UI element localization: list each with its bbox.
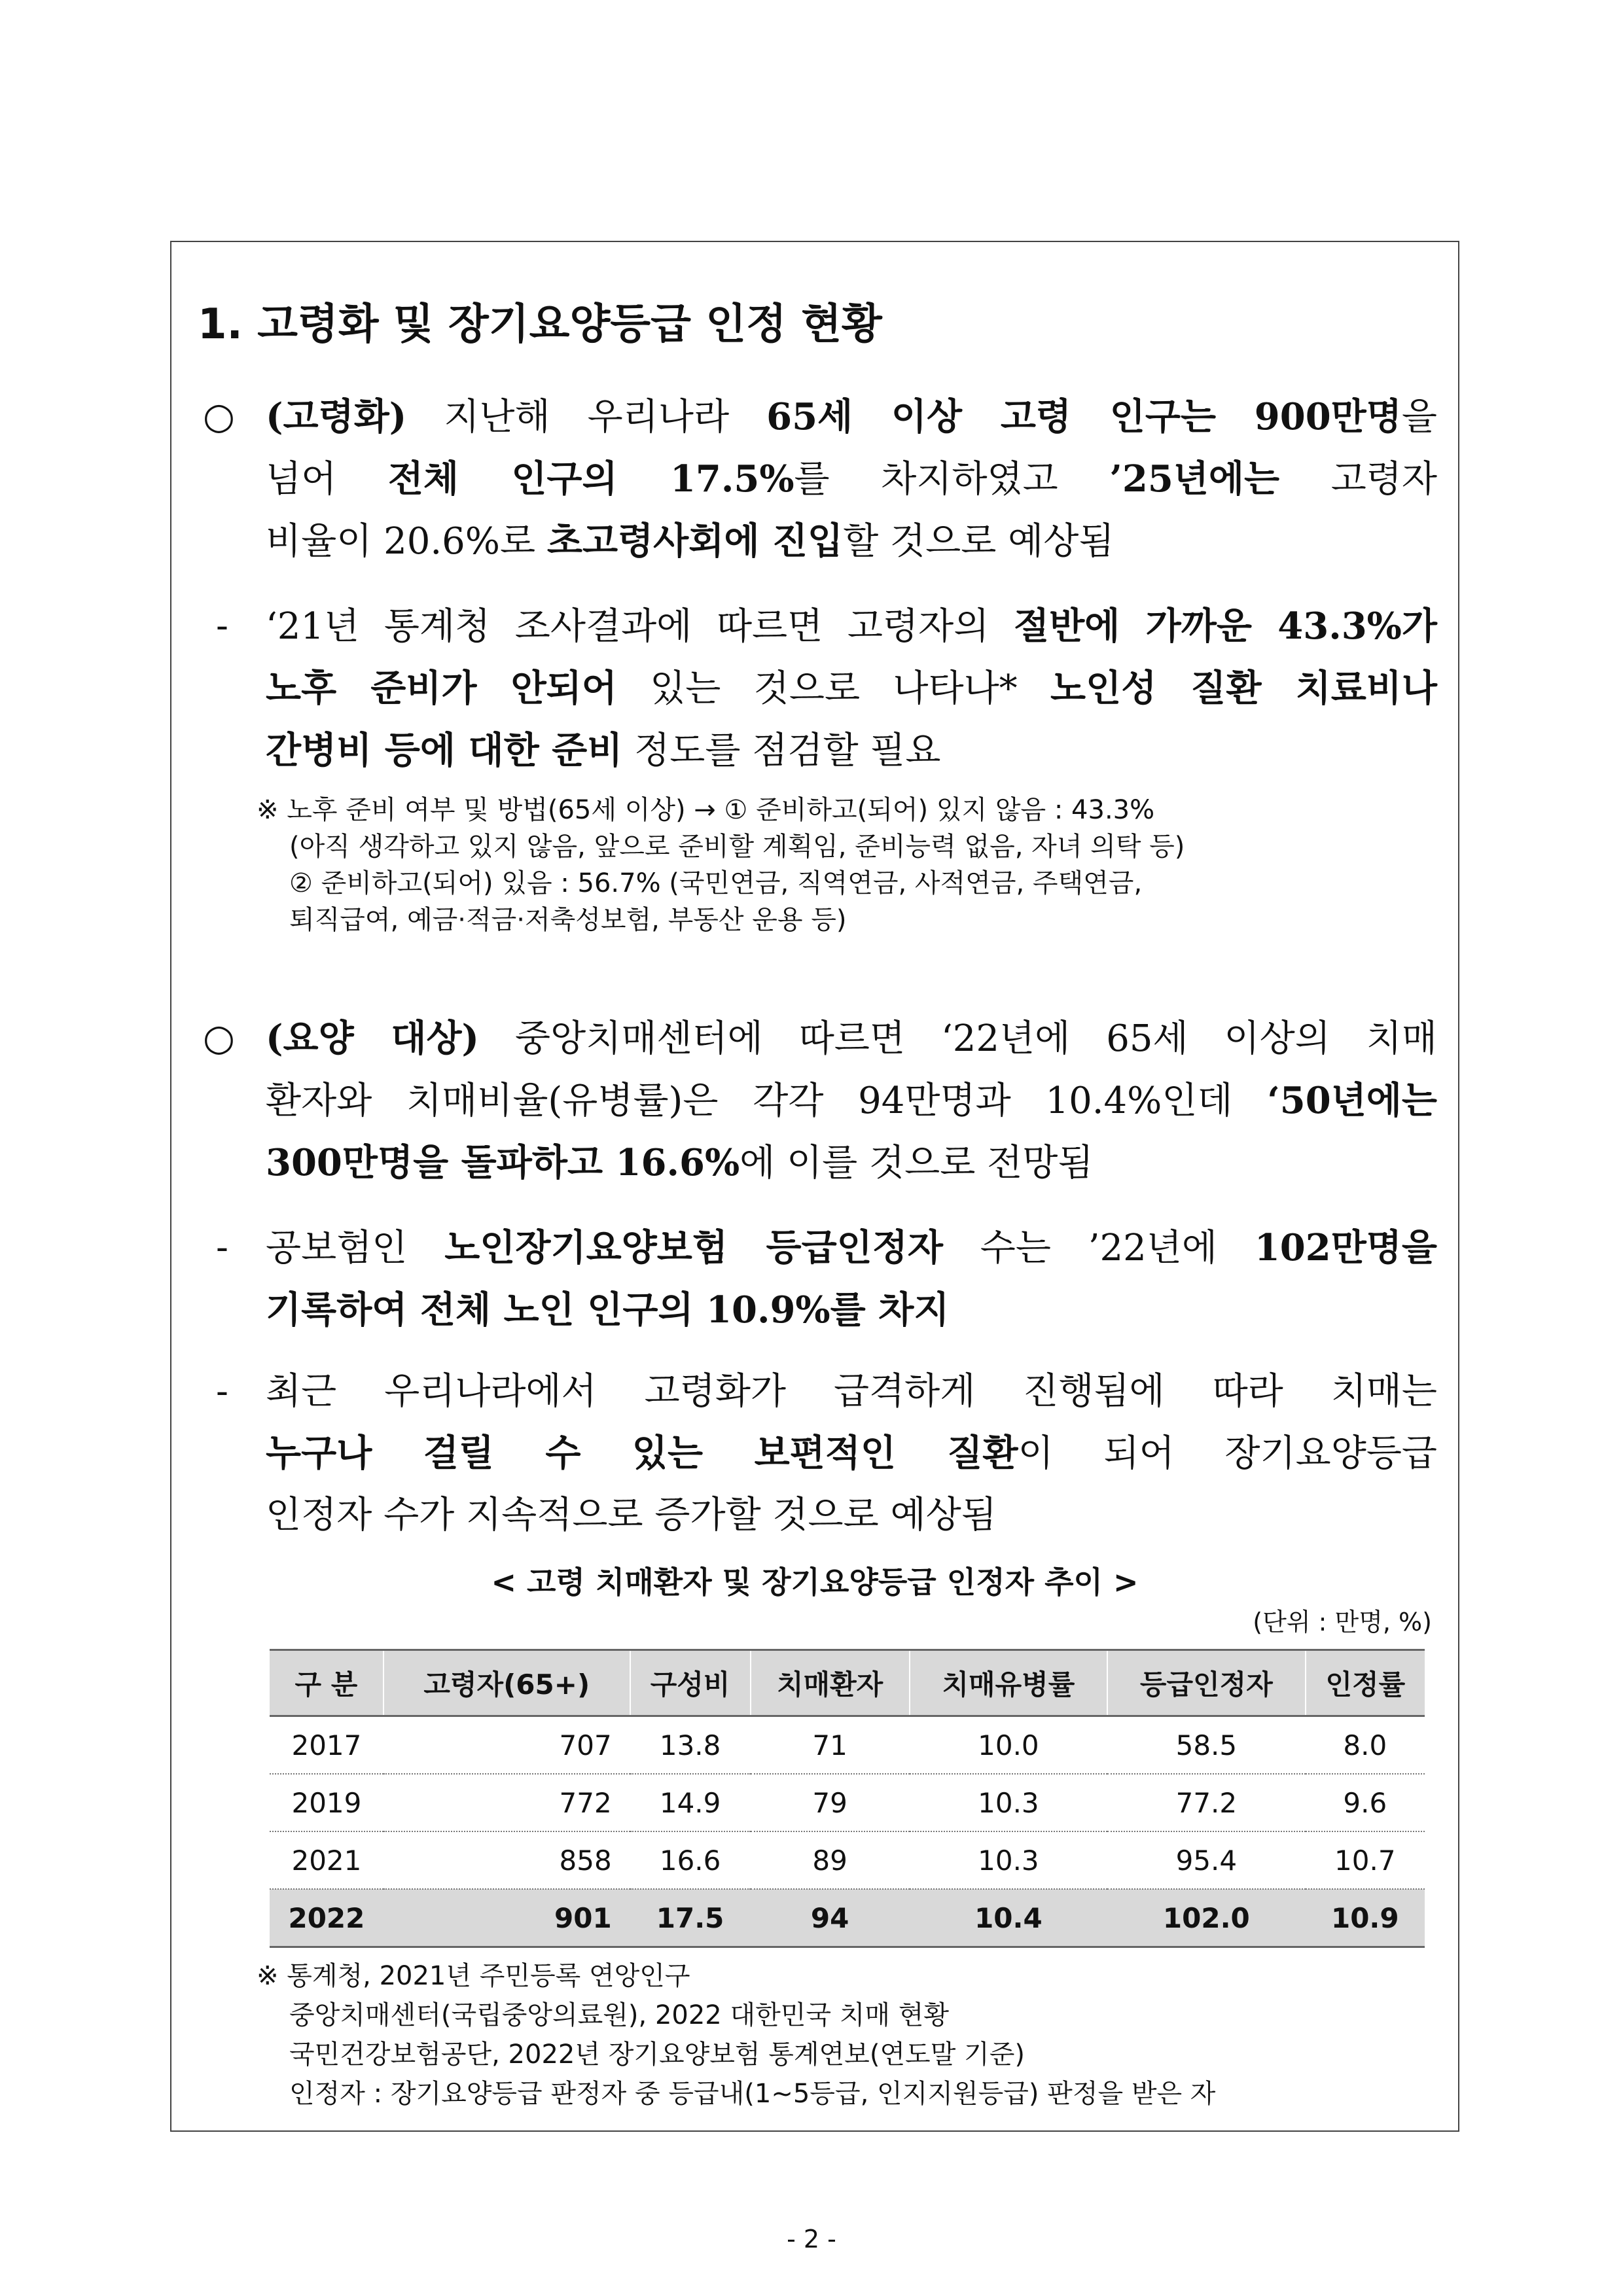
- body-text: 최근 우리나라에서 고령화가 급격하게 진행됨에 따라 치매는: [266, 1370, 1437, 1413]
- paragraph-preparation-text: [266, 595, 1437, 782]
- section-title: 1. 고령화 및 장기요양등급 인정 현황: [198, 300, 882, 349]
- body-text: 공보험인: [266, 1227, 445, 1269]
- table-unit: (단위 : 만명, %): [1253, 1608, 1432, 1636]
- paragraph-line: [266, 1132, 1437, 1194]
- emphasis-text: 전체 인구의 17.5%: [387, 457, 794, 501]
- body-text: 를 차지하였고: [794, 458, 1110, 501]
- emphasis-text: 초고령사회에 진입: [546, 520, 844, 563]
- table-cell: 10.9: [1306, 1889, 1425, 1947]
- paragraph-aging-text: [266, 386, 1437, 573]
- emphasis-text: 누구나 걸릴 수 있는 보편적인 질환: [266, 1432, 1018, 1475]
- table-cell: 858: [383, 1831, 630, 1889]
- paragraph-line: [266, 386, 1437, 448]
- table-cell: 772: [383, 1774, 630, 1831]
- paragraph-care-target-text: [266, 1008, 1437, 1194]
- emphasis-text: 절반에 가까운 43.3%가: [1013, 605, 1437, 648]
- table-header-row: [270, 1650, 1425, 1716]
- bullet-dash: -: [216, 605, 228, 647]
- paragraph-dementia-text: [266, 1361, 1437, 1546]
- source-line: ※ 통계청, 2021년 주민등록 연앙인구: [257, 1961, 690, 1991]
- paragraph-line: [266, 448, 1437, 510]
- bullet-dash: -: [216, 1370, 228, 1413]
- emphasis-text: 노인장기요양보험 등급인정자: [444, 1226, 943, 1269]
- paragraph-line: [266, 1485, 1437, 1546]
- table-cell: 14.9: [630, 1774, 751, 1831]
- body-text: 비율이 20.6%로: [266, 520, 547, 563]
- table-cell: 901: [383, 1889, 630, 1947]
- table-cell: 13.8: [630, 1716, 751, 1775]
- table-cell: 94: [751, 1889, 910, 1947]
- emphasis-text: 65세 이상 고령 인구는 900만명: [766, 395, 1402, 438]
- body-text: 을: [1401, 396, 1437, 438]
- emphasis-text: ’25년에는: [1109, 457, 1280, 501]
- body-text: 정도를 점검할 필요: [622, 730, 941, 772]
- bullet-dash: -: [216, 1226, 228, 1269]
- table-cell: 10.0: [910, 1716, 1107, 1775]
- table-cell: 2017: [270, 1716, 383, 1775]
- emphasis-text: 간병비 등에 대한 준비: [266, 729, 623, 772]
- table-cell: 58.5: [1107, 1716, 1305, 1775]
- table-cell: 2019: [270, 1774, 383, 1831]
- table-cell: 8.0: [1306, 1716, 1425, 1775]
- note-line: (아직 생각하고 있지 않음, 앞으로 준비할 계획임, 준비능력 없음, 자녀 의탁 등): [289, 832, 1185, 862]
- paragraph-line: [266, 1361, 1437, 1422]
- body-text: 인정자 수가 지속적으로 증가할 것으로 예상됨: [266, 1494, 997, 1536]
- table-cell: 9.6: [1306, 1774, 1425, 1831]
- table-header: 치매환자: [751, 1650, 910, 1716]
- table-cell: 2022: [270, 1889, 383, 1947]
- emphasis-text: (요양 대상): [266, 1017, 480, 1060]
- emphasis-text: 기록하여 전체 노인 인구의 10.9%를 차지: [266, 1288, 950, 1332]
- table-row: [270, 1774, 1425, 1831]
- source-line: 중앙치매센터(국립중앙의료원), 2022 대한민국 치매 현황: [289, 2000, 950, 2030]
- table-header: 인정률: [1306, 1650, 1425, 1716]
- table-cell: 77.2: [1107, 1774, 1305, 1831]
- table-cell: 707: [383, 1716, 630, 1775]
- note-line: ② 준비하고(되어) 있음 : 56.7% (국민연금, 직역연금, 사적연금, 주택연금,: [289, 868, 1143, 898]
- body-text: 고령자: [1279, 458, 1438, 501]
- paragraph-line: [266, 1422, 1437, 1485]
- table-cell: 16.6: [630, 1831, 751, 1889]
- body-text: 넘어: [266, 458, 388, 501]
- body-text: 이 되어 장기요양등급: [1018, 1432, 1438, 1475]
- table-cell: 95.4: [1107, 1831, 1305, 1889]
- body-text: ‘21년 통계청 조사결과에 따르면 고령자의: [266, 605, 1014, 648]
- paragraph-line: [266, 1008, 1437, 1070]
- emphasis-text: ‘50년에는: [1267, 1079, 1437, 1122]
- statistics-table: [270, 1649, 1425, 1948]
- table-cell: 2021: [270, 1831, 383, 1889]
- emphasis-text: 노인성 질환 치료비나: [1050, 667, 1437, 710]
- paragraph-line: [266, 720, 1437, 782]
- content-box: [170, 241, 1459, 2132]
- table-header: 구 분: [270, 1650, 383, 1716]
- table-caption: < 고령 치매환자 및 장기요양등급 인정자 추이 >: [491, 1564, 1139, 1600]
- table-cell: 102.0: [1107, 1889, 1305, 1947]
- page-number: - 2 -: [787, 2225, 836, 2253]
- table-header: 구성비: [630, 1650, 751, 1716]
- body-text: 있는 것으로 나타나*: [616, 667, 1051, 710]
- paragraph-line: [266, 1217, 1437, 1279]
- note-line: 퇴직급여, 예금·적금·저축성보험, 부동산 운용 등): [289, 905, 847, 935]
- table-header: 고령자(65+): [383, 1650, 630, 1716]
- paragraph-line: [266, 595, 1437, 658]
- paragraph-line: [266, 1279, 1437, 1341]
- body-text: 지난해 우리나라: [406, 396, 767, 438]
- body-text: 수는 ’22년에: [942, 1227, 1255, 1269]
- body-text: 환자와 치매비율(유병률)은 각각 94만명과 10.4%인데: [266, 1080, 1268, 1122]
- table-cell: 10.4: [910, 1889, 1107, 1947]
- table-source-note: [257, 1956, 1215, 2113]
- table-cell: 17.5: [630, 1889, 751, 1947]
- paragraph-insurance-text: [266, 1217, 1437, 1341]
- body-text: 에 이를 것으로 전망됨: [740, 1142, 1094, 1184]
- bullet-circle: ○: [203, 1017, 235, 1059]
- emphasis-text: 300만명을 돌파하고 16.6%: [266, 1141, 740, 1184]
- table-header: 등급인정자: [1107, 1650, 1305, 1716]
- table-row: [270, 1716, 1425, 1775]
- paragraph-line: [266, 510, 1437, 573]
- table-cell: 89: [751, 1831, 910, 1889]
- table-row: [270, 1831, 1425, 1889]
- source-line: 국민건강보험공단, 2022년 장기요양보험 통계연보(연도말 기준): [289, 2040, 1025, 2070]
- emphasis-text: 102만명을: [1254, 1226, 1437, 1269]
- paragraph-line: [266, 658, 1437, 720]
- table-row-highlighted: [270, 1889, 1425, 1947]
- paragraph-line: [266, 1070, 1437, 1132]
- note-line: ※ 노후 준비 여부 및 방법(65세 이상) → ① 준비하고(되어) 있지 않음 : 43.3%: [257, 795, 1155, 825]
- body-text: 할 것으로 예상됨: [843, 520, 1115, 563]
- emphasis-text: (고령화): [266, 395, 407, 438]
- table-cell: 79: [751, 1774, 910, 1831]
- table-cell: 10.3: [910, 1774, 1107, 1831]
- bullet-circle: ○: [203, 395, 235, 438]
- table-cell: 10.3: [910, 1831, 1107, 1889]
- table-header: 치매유병률: [910, 1650, 1107, 1716]
- body-text: 중앙치매센터에 따르면 ‘22년에 65세 이상의 치매: [479, 1017, 1437, 1060]
- emphasis-text: 노후 준비가 안되어: [266, 667, 617, 710]
- note-preparation: [257, 792, 1185, 938]
- source-line: 인정자 : 장기요양등급 판정자 중 등급내(1~5등급, 인지지원등급) 판정을 받은 자: [289, 2079, 1216, 2109]
- table-cell: 71: [751, 1716, 910, 1775]
- table-cell: 10.7: [1306, 1831, 1425, 1889]
